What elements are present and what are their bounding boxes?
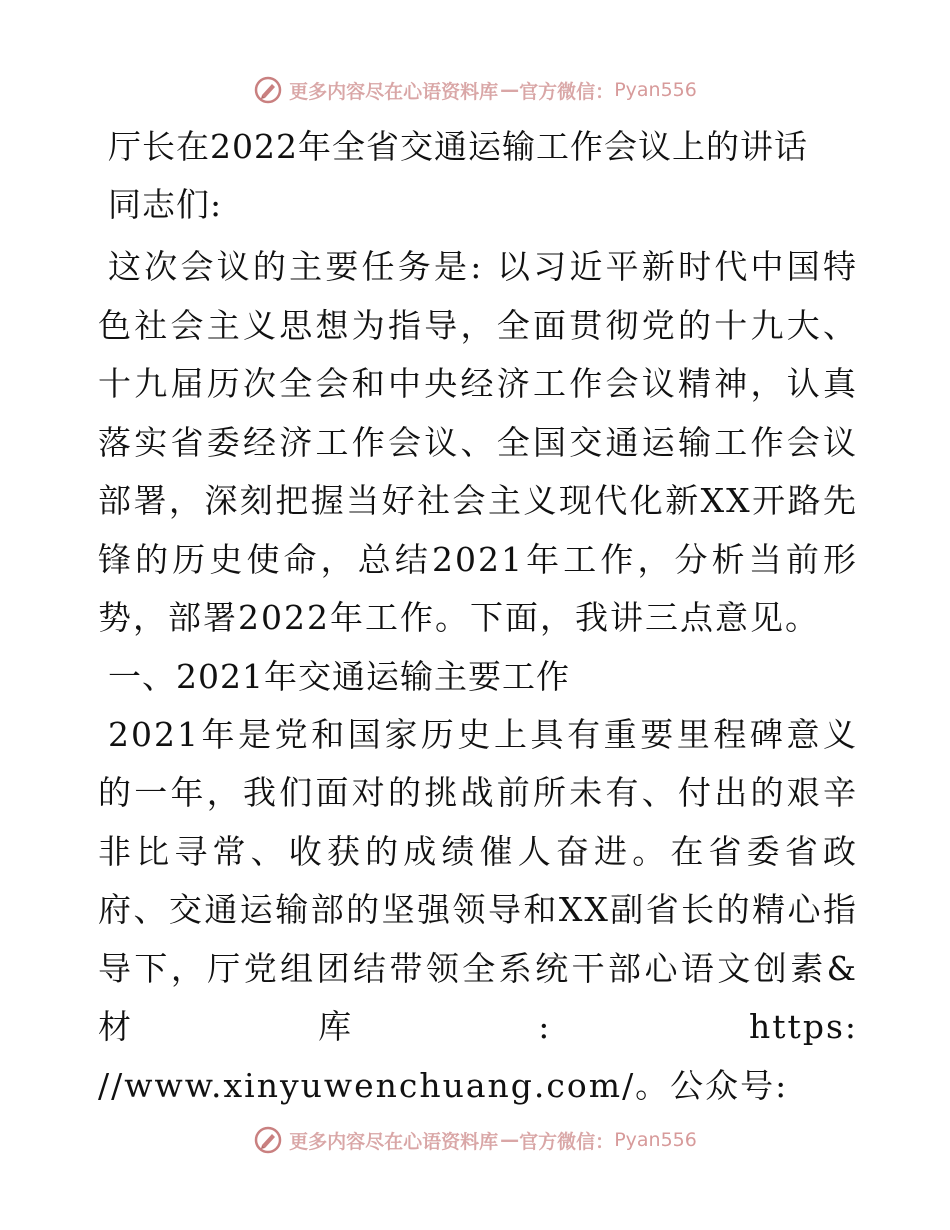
watermark-text: 更多内容尽在心语资料库	[289, 1130, 499, 1153]
watermark-wechat-id: Pyan556	[614, 1129, 697, 1151]
watermark-header	[0, 70, 950, 110]
watermark-dash: —	[500, 79, 518, 101]
watermark-wechat-label: 官方微信：	[519, 80, 615, 103]
paragraph-2021-review: 2021年是党和国家历史上具有重要里程碑意义的一年，我们面对的挑战前所未有、付出的艰辛非比寻常、收获的成绩催人奋进。在省委省政府、交通运输部的坚强领导和XX副省长的精心指导下，厅党组团结带领全系统干部心语文创素&材库: https: //www.xinyuwenchuang.com/。公众号:	[98, 714, 858, 1105]
watermark-footer	[0, 1120, 950, 1160]
watermark-text: 更多内容尽在心语资料库	[289, 80, 499, 103]
paragraph-intro: 这次会议的主要任务是: 以习近平新时代中国特色社会主义思想为指导，全面贯彻党的十九大、十九届历次全会和中央经济工作会议精神，认真落实省委经济工作会议、全国交通运输工作会议部署，深刻把握当好社会主义现代化新XX开路先锋的历史使命，总结2021年工作，分析当前形势，部署2022年工作。下面，我讲三点意见。	[98, 247, 858, 637]
section-heading-1: 一、2021年交通运输主要工作	[108, 656, 570, 696]
watermark-wechat-id: Pyan556	[614, 79, 697, 101]
document-title: 厅长在2022年全省交通运输工作会议上的讲话	[108, 127, 808, 166]
watermark-wechat-label: 官方微信：	[519, 1130, 615, 1153]
watermark-dash: —	[500, 1129, 518, 1151]
pen-logo-icon	[253, 75, 283, 105]
greeting: 同志们:	[108, 185, 223, 224]
document-body	[98, 118, 858, 1115]
pen-logo-icon	[253, 1125, 283, 1155]
